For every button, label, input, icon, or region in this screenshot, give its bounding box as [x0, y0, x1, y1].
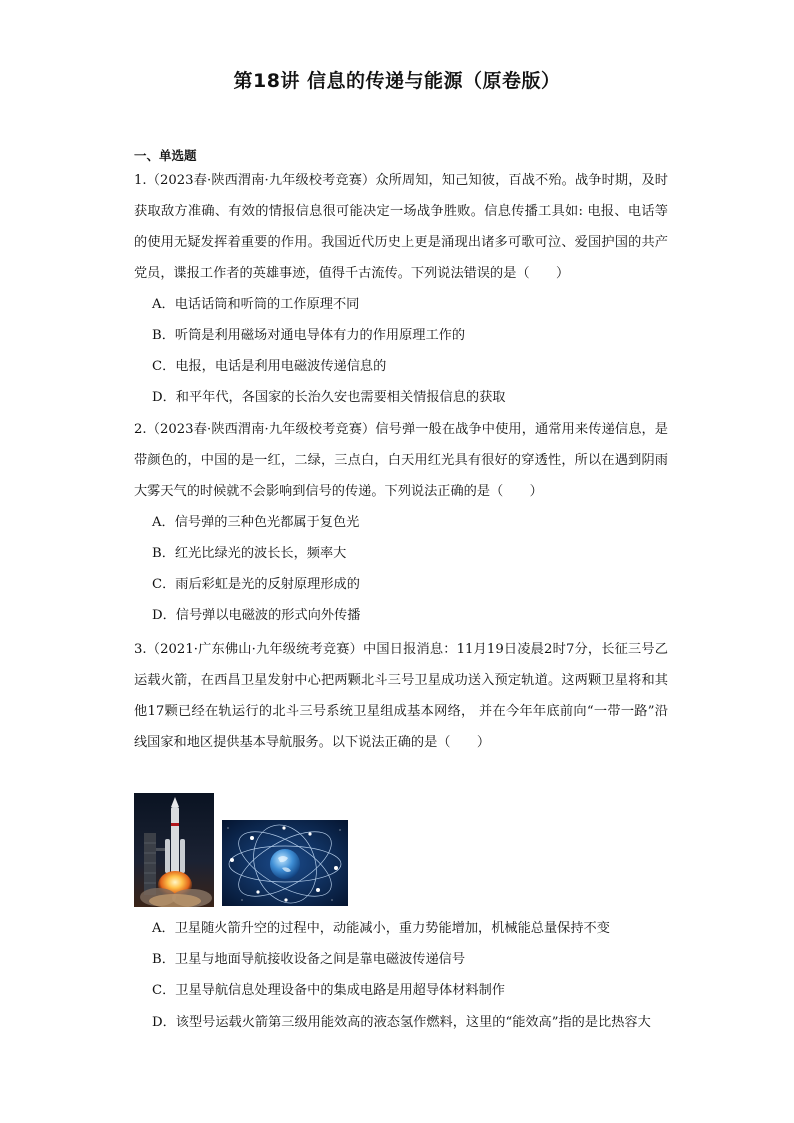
section-heading: 一、单选题 [134, 148, 197, 163]
question-3-option-a[interactable]: A．卫星随火箭升空的过程中，动能减小，重力势能增加，机械能总量保持不变 [152, 921, 610, 936]
question-1-option-a[interactable]: A．电话话筒和听筒的工作原理不同 [152, 297, 360, 312]
question-3-option-d[interactable]: D．该型号运载火箭第三级用能效高的液态氢作燃料，这里的“能效高”指的是比热容大 [152, 1015, 651, 1030]
question-3-option-b[interactable]: B．卫星与地面导航接收设备之间是靠电磁波传递信号 [152, 952, 466, 967]
rocket-launch-image [134, 793, 214, 907]
question-2-option-d[interactable]: D．信号弹以电磁波的形式向外传播 [152, 608, 361, 623]
question-2-option-b[interactable]: B．红光比绿光的波长长，频率大 [152, 546, 347, 561]
question-2-stem: 2.（2023春·陕西渭南·九年级校考竞赛）信号弹一般在战争中使用，通常用来传递信息，是带颜色的，中国的是一红，二绿，三点白，白天用红光具有很好的穿透性，所以在遇到阴雨大雾天气的时候就不会影响到信号的传递。下列说法正确的是（ ） [134, 422, 668, 499]
question-1-stem: 1.（2023春·陕西渭南·九年级校考竞赛）众所周知，知己知彼，百战不殆。战争时期，及时获取敌方准确、有效的情报信息很可能决定一场战争胜败。信息传播工具如: 电报、电话等的使用无疑发挥着重要的作用。我国近代历史上更是涌现出诸多可歌可泣、爱国护国的共产党员，谍报工作者的英雄事迹，值得千古流传。下列说法错误的是（ ） [134, 173, 668, 281]
question-3-stem: 3.（2021·广东佛山·九年级统考竞赛）中国日报消息：11月19日凌晨2时7分，长征三号乙运载火箭，在西昌卫星发射中心把两颗北斗三号卫星成功送入预定轨道。这两颗卫星将和其他17颗已经在轨运行的北斗三号系统卫星组成基本网络， 并在今年年底前向“一带一路”沿线国家和地区提供基本导航服务。以下说法正确的是（ ） [134, 642, 668, 750]
question-2-option-a[interactable]: A．信号弹的三种色光都属于复色光 [152, 515, 360, 530]
rocket-launch-illustration [134, 793, 214, 907]
page-title: 第18讲 信息的传递与能源（原卷版） [233, 70, 561, 92]
satellite-orbit-image [222, 820, 348, 906]
question-2-option-c[interactable]: C．雨后彩虹是光的反射原理形成的 [152, 577, 360, 592]
question-1-option-b[interactable]: B．听筒是利用磁场对通电导体有力的作用原理工作的 [152, 328, 466, 343]
satellite-orbit-illustration [222, 820, 348, 906]
question-1-option-c[interactable]: C．电报，电话是利用电磁波传递信息的 [152, 359, 387, 374]
question-1-option-d[interactable]: D．和平年代，各国家的长治久安也需要相关情报信息的获取 [152, 390, 506, 405]
question-3-option-c[interactable]: C．卫星导航信息处理设备中的集成电路是用超导体材料制作 [152, 983, 505, 998]
